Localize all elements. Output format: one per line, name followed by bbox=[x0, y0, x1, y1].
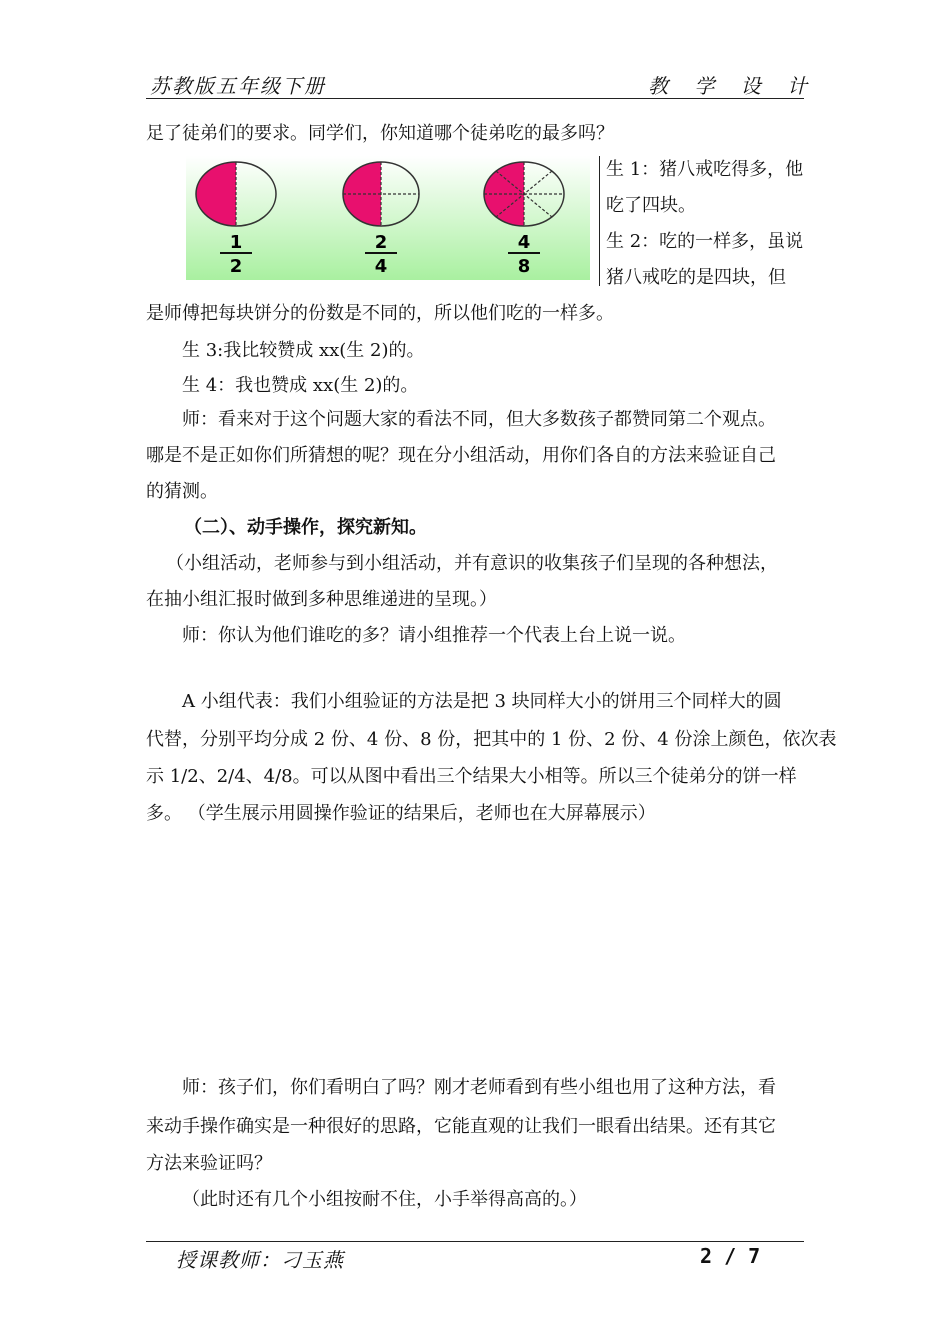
fraction-denominator: 2 bbox=[229, 256, 243, 277]
section-heading: （二）、动手操作，探究新知。 bbox=[184, 517, 427, 538]
side-text-line: 吃了四块。 bbox=[606, 195, 696, 216]
paragraph-line: 示 1/2、2/4、4/8。可以从图中看出三个结果大小相等。所以三个徒弟分的饼一样 bbox=[146, 766, 797, 787]
circle-eighths bbox=[484, 162, 564, 226]
fraction-numerator: 1 bbox=[229, 232, 243, 253]
paragraph-line: 是师傅把每块饼分的份数是不同的，所以他们吃的一样多。 bbox=[146, 303, 614, 324]
paragraph-line: 师：孩子们，你们看明白了吗？刚才老师看到有些小组也用了这种方法，看 bbox=[182, 1077, 776, 1098]
paragraph-line: 多。 （学生展示用圆操作验证的结果后，老师也在大屏幕展示） bbox=[146, 803, 656, 824]
paragraph-line: 在抽小组汇报时做到多种思维递进的呈现。） bbox=[146, 589, 497, 610]
paragraph-line: 的猜测。 bbox=[146, 481, 218, 502]
paragraph-line: （小组活动，老师参与到小组活动，并有意识的收集孩子们呈现的各种想法， bbox=[166, 553, 778, 574]
side-text-line: 生 1：猪八戒吃得多，他 bbox=[606, 159, 804, 180]
fraction-denominator: 4 bbox=[374, 256, 388, 277]
fraction-numerator: 2 bbox=[374, 232, 388, 253]
page-number: 2 / 7 bbox=[700, 1244, 761, 1268]
paragraph-line: 方法来验证吗？ bbox=[146, 1153, 272, 1174]
side-text-line: 生 2：吃的一样多，虽说 bbox=[606, 231, 804, 252]
side-text-line: 猪八戒吃的是四块，但 bbox=[606, 267, 786, 288]
fraction-denominator: 8 bbox=[517, 256, 531, 277]
paragraph-line: 生 3:我比较赞成 xx(生 2)的。 bbox=[182, 340, 425, 361]
footer-teacher: 授课教师：刁玉燕 bbox=[176, 1248, 344, 1272]
paragraph-line: 足了徒弟们的要求。同学们，你知道哪个徒弟吃的最多吗？ bbox=[146, 123, 614, 144]
paragraph-line: 哪是不是正如你们所猜想的呢？现在分小组活动，用你们各自的方法来验证自己 bbox=[146, 445, 776, 466]
paragraph-line: 生 4：我也赞成 xx(生 2)的。 bbox=[182, 375, 419, 396]
paragraph-line: （此时还有几个小组按耐不住，小手举得高高的。） bbox=[182, 1189, 587, 1210]
fraction-figure bbox=[186, 156, 590, 280]
paragraph-line: 代替，分别平均分成 2 份、4 份、8 份，把其中的 1 份、2 份、4 份涂上颜色，依次表 bbox=[146, 729, 837, 750]
paragraph-line: 师：看来对于这个问题大家的看法不同，但大多数孩子都赞同第二个观点。 bbox=[182, 409, 776, 430]
paragraph-line: 来动手操作确实是一种很好的思路，它能直观的让我们一眼看出结果。还有其它 bbox=[146, 1116, 776, 1137]
paragraph-line: A 小组代表：我们小组验证的方法是把 3 块同样大小的饼用三个同样大的圆 bbox=[182, 691, 782, 712]
fraction-numerator: 4 bbox=[517, 232, 531, 253]
header-left: 苏教版五年级下册 bbox=[150, 74, 326, 98]
footer-rule bbox=[146, 1241, 804, 1242]
header-right: 教 学 设 计 bbox=[648, 74, 818, 98]
paragraph-line: 师：你认为他们谁吃的多？请小组推荐一个代表上台上说一说。 bbox=[182, 625, 686, 646]
figure-divider bbox=[599, 156, 600, 286]
header-rule bbox=[146, 98, 804, 99]
